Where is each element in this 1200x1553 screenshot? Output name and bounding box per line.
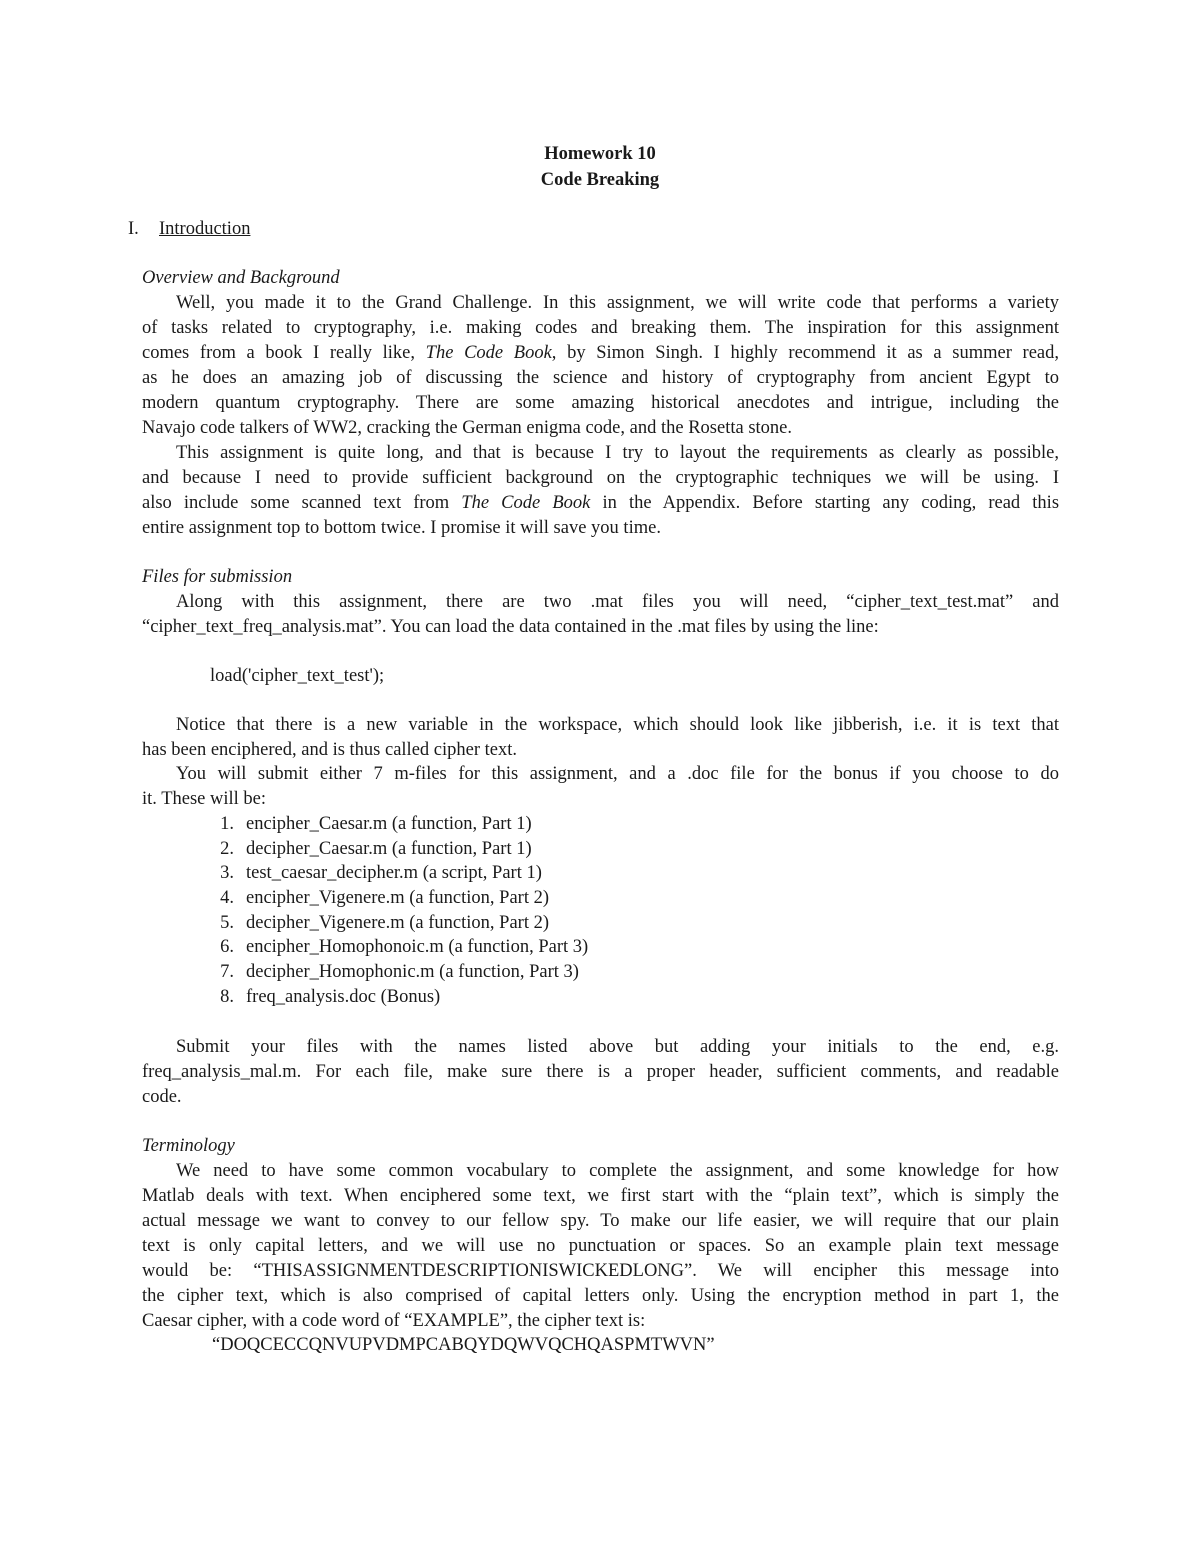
list-item: encipher_Homophonoic.m (a function, Part 3) — [246, 937, 589, 957]
list-item: encipher_Vigenere.m (a function, Part 2) — [246, 888, 549, 908]
terminology-heading: Terminology — [142, 1136, 235, 1156]
list-item-number: 3. — [220, 863, 234, 883]
overview-heading: Overview and Background — [142, 268, 340, 288]
list-item-number: 6. — [220, 937, 234, 957]
overview-p2-line4: entire assignment top to bottom twice. I promise it will save you time. — [142, 518, 661, 538]
code-sample: load('cipher_text_test'); — [210, 666, 385, 686]
files-p2-line2: has been enciphered, and is thus called cipher text. — [142, 740, 517, 760]
list-item-number: 8. — [220, 987, 234, 1007]
list-item: test_caesar_decipher.m (a script, Part 1) — [246, 863, 542, 883]
overview-p2-line2: and because I need to provide sufficient background on the cryptographic techniques we will be using. I — [142, 468, 1059, 488]
overview-p1-line5: modern quantum cryptography. There are some amazing historical anecdotes and intrigue, including the — [142, 393, 1059, 413]
list-item: decipher_Vigenere.m (a function, Part 2) — [246, 913, 549, 933]
overview-p1-line1: Well, you made it to the Grand Challenge. In this assignment, we will write code that performs a variety — [176, 293, 1059, 313]
files-heading: Files for submission — [142, 567, 293, 587]
overview-p1-line3-start: comes from a book I really like, — [142, 343, 416, 363]
list-item-number: 1. — [220, 814, 234, 834]
overview-p1-line4: as he does an amazing job of discussing the science and history of cryptography from ancient Egypt to — [142, 368, 1059, 388]
terminology-line6: the cipher text, which is also comprised of capital letters only. Using the encryption method in part 1, the — [142, 1286, 1059, 1306]
section-heading: Introduction — [159, 219, 251, 239]
overview-p2-line3-start: also include some scanned text from — [142, 493, 450, 513]
document-subtitle: Code Breaking — [540, 170, 660, 190]
files-p4-line3: code. — [142, 1087, 182, 1107]
files-p4-line1: Submit your files with the names listed above but adding your initials to the end, e.g. — [176, 1037, 1059, 1057]
list-item: decipher_Homophonic.m (a function, Part 3) — [246, 962, 579, 982]
files-p1-line1: Along with this assignment, there are two .mat files you will need, “cipher_text_test.mat” and — [176, 592, 1059, 612]
list-item-number: 2. — [220, 839, 234, 859]
list-item: decipher_Caesar.m (a function, Part 1) — [246, 839, 532, 859]
terminology-line1: We need to have some common vocabulary to complete the assignment, and some knowledge for how — [176, 1161, 1059, 1181]
overview-p1-line6: Navajo code talkers of WW2, cracking the German enigma code, and the Rosetta stone. — [142, 418, 793, 438]
files-p4-line2: freq_analysis_mal.m. For each file, make sure there is a proper header, sufficient comments, and readable — [142, 1062, 1059, 1082]
document-title: Homework 10 — [544, 144, 656, 164]
overview-p2-line3 — [142, 491, 1059, 515]
overview-p1-line2: of tasks related to cryptography, i.e. making codes and breaking them. The inspiration for this assignment — [142, 318, 1059, 338]
list-item: freq_analysis.doc (Bonus) — [246, 987, 441, 1007]
book-title: The Code Book — [425, 343, 552, 363]
terminology-line5: would be: “THISASSIGNMENTDESCRIPTIONISWICKEDLONG”. We will encipher this message into — [142, 1261, 1059, 1281]
files-p2-line1: Notice that there is a new variable in the workspace, which should look like jibberish, i.e. it is text that — [176, 715, 1059, 735]
terminology-line4: text is only capital letters, and we will use no punctuation or spaces. So an example plain text message — [142, 1236, 1059, 1256]
book-title: The Code Book — [461, 493, 591, 513]
overview-p2-line1: This assignment is quite long, and that is because I try to layout the requirements as clearly as possible, — [176, 443, 1059, 463]
list-item-number: 5. — [220, 913, 234, 933]
files-p3-line2: it. These will be: — [142, 789, 266, 809]
list-item-number: 4. — [220, 888, 234, 908]
terminology-line2: Matlab deals with text. When enciphered some text, we first start with the “plain text”, which is simply the — [142, 1186, 1059, 1206]
files-p3-line1: You will submit either 7 m-files for this assignment, and a .doc file for the bonus if you choose to do — [176, 764, 1059, 784]
terminology-line7: Caesar cipher, with a code word of “EXAMPLE”, the cipher text is: — [142, 1311, 646, 1331]
list-item: encipher_Caesar.m (a function, Part 1) — [246, 814, 532, 834]
overview-p1-line3-end: , by Simon Singh. I highly recommend it as a summer read, — [551, 343, 1059, 363]
section-number: I. — [128, 219, 139, 239]
terminology-line3: actual message we want to convey to our fellow spy. To make our life easier, we will require that our plain — [142, 1211, 1059, 1231]
files-p1-line2: “cipher_text_freq_analysis.mat”. You can load the data contained in the .mat files by using the line: — [142, 617, 879, 637]
cipher-text-example: “DOQCECCQNVUPVDMPCABQYDQWVQCHQASPMTWVN” — [212, 1335, 715, 1355]
list-item-number: 7. — [220, 962, 234, 982]
overview-p1-line3 — [142, 341, 1059, 365]
overview-p2-line3-end: in the Appendix. Before starting any coding, read this — [602, 493, 1060, 513]
